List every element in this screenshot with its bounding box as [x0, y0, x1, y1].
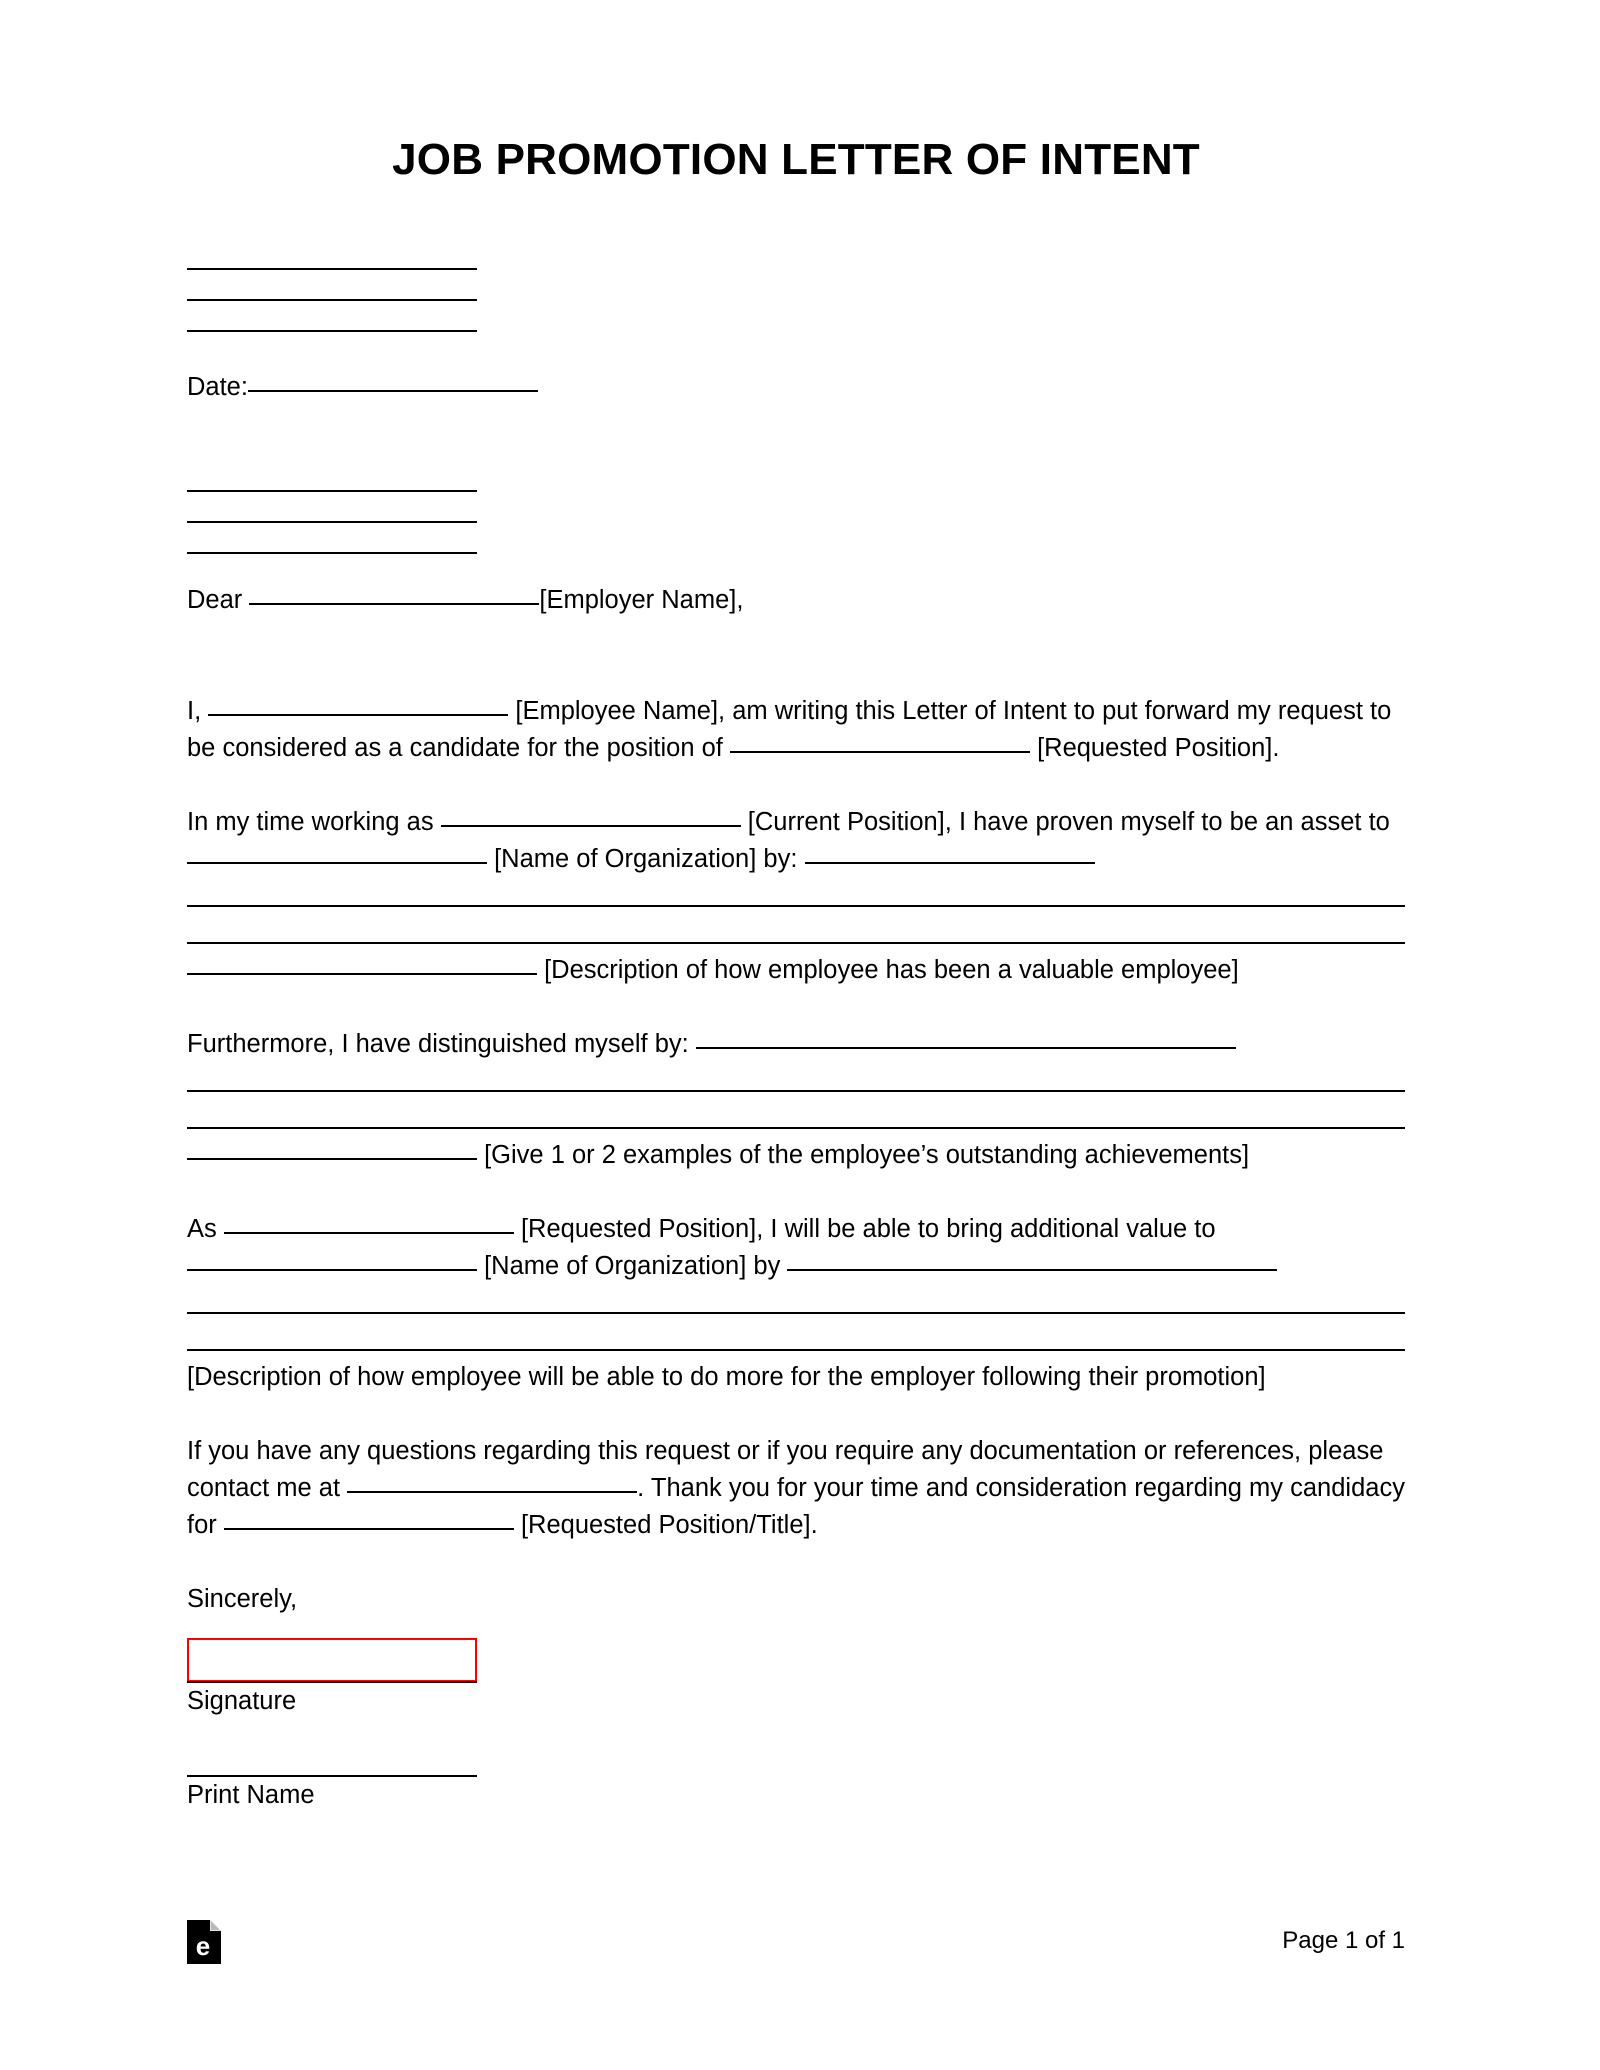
requested-position-blank-1[interactable]: [730, 751, 1030, 753]
sender-address-line-3[interactable]: [187, 301, 477, 332]
recipient-address-line-1[interactable]: [187, 461, 477, 492]
p1-p2-spacer: [187, 767, 1405, 804]
p2-seg1: In my time working as: [187, 808, 434, 837]
signature-input[interactable]: [187, 1638, 477, 1682]
recipient-address-line-2[interactable]: [187, 492, 477, 523]
p2-seg4: [Description of how employee has been a valuable employee]: [544, 956, 1239, 985]
p3-p4-spacer: [187, 1174, 1405, 1211]
address-date-spacer: [187, 332, 1405, 369]
p3-caption-line: [187, 1137, 1405, 1174]
p3-seg2: [Give 1 or 2 examples of the employee’s outstanding achievements]: [484, 1141, 1250, 1170]
p1-seg2: [Employee Name], am writing this Letter of Intent to put forward my request to be considered as a candidate for the position of: [187, 697, 1392, 763]
date-input-blank[interactable]: [248, 390, 538, 392]
sender-address-line-2[interactable]: [187, 270, 477, 301]
recipient-address-line-3[interactable]: [187, 523, 477, 554]
p1-seg3: [Requested Position].: [1037, 734, 1280, 763]
requested-position-blank-2[interactable]: [224, 1232, 514, 1234]
closing-signature-spacer: [187, 1618, 1405, 1638]
sender-address-line-1[interactable]: [187, 239, 477, 270]
date-line: [187, 369, 1405, 406]
p2-caption-line: [187, 952, 1405, 989]
employer-name-blank[interactable]: [249, 603, 539, 605]
valuable-employee-blank-2[interactable]: [187, 878, 1405, 915]
p5-closing-spacer: [187, 1544, 1405, 1581]
salutation-suffix: [Employer Name],: [539, 586, 744, 615]
p5-seg1: If you have any questions regarding this request or if you require any documentation or references, please contact me at: [187, 1437, 1384, 1503]
title-spacer: [187, 184, 1405, 239]
p4-seg1: As: [187, 1215, 217, 1244]
salutation-prefix: Dear: [187, 586, 243, 615]
distinguished-blank-1[interactable]: [696, 1047, 1236, 1049]
date-recipient-spacer: [187, 406, 1405, 461]
paragraph-intent: [187, 693, 1405, 767]
page-indicator: Page 1 of 1: [1282, 1927, 1405, 1954]
valuable-employee-blank-1[interactable]: [805, 862, 1095, 864]
sender-address-block: [187, 239, 1405, 332]
closing-line: Sincerely,: [187, 1585, 298, 1614]
organization-name-blank-2[interactable]: [187, 1269, 477, 1271]
paragraph-additional-value: [187, 1211, 1405, 1285]
current-position-blank[interactable]: [441, 825, 741, 827]
additional-value-blank-2[interactable]: [187, 1285, 1405, 1322]
p4-seg3: [Name of Organization] by: [484, 1252, 781, 1281]
salutation-body-spacer: [187, 619, 1405, 693]
distinguished-blank-2[interactable]: [187, 1063, 1405, 1100]
salutation-line: [187, 582, 1405, 619]
distinguished-blank-4[interactable]: [187, 1158, 477, 1160]
date-label: Date:: [187, 373, 248, 402]
p5-seg2: . Thank you for your time and consideration regarding my candidacy for: [187, 1474, 1405, 1540]
paragraph-closing-request: [187, 1433, 1405, 1544]
print-name-label: Print Name: [187, 1781, 315, 1810]
eforms-logo-icon[interactable]: [187, 1920, 221, 1964]
p2-seg2: [Current Position], I have proven myself to be an asset to: [747, 808, 1390, 837]
additional-value-blank-3[interactable]: [187, 1322, 1405, 1359]
document-body: [187, 0, 1405, 1814]
requested-position-blank-3[interactable]: [224, 1528, 514, 1530]
contact-info-blank[interactable]: [347, 1491, 637, 1493]
distinguished-blank-3[interactable]: [187, 1100, 1405, 1137]
page-title: JOB PROMOTION LETTER OF INTENT: [392, 135, 1200, 184]
p4-seg4: [Description of how employee will be able to do more for the employer following their promotion]: [187, 1363, 1266, 1392]
page-footer: [187, 1920, 1405, 1990]
paragraph-asset: [187, 804, 1405, 878]
p3-seg1: Furthermore, I have distinguished myself by:: [187, 1030, 689, 1059]
svg-text:e: e: [195, 1931, 211, 1961]
p4-p5-spacer: [187, 1396, 1405, 1433]
p4-seg2: [Requested Position], I will be able to bring additional value to: [520, 1215, 1216, 1244]
employee-name-blank[interactable]: [208, 714, 508, 716]
additional-value-blank-1[interactable]: [787, 1269, 1277, 1271]
p2-seg3: [Name of Organization] by:: [494, 845, 798, 874]
signature-printname-spacer: [187, 1720, 1405, 1775]
organization-name-blank-1[interactable]: [187, 862, 487, 864]
recipient-address-block: [187, 461, 1405, 554]
signature-label: Signature: [187, 1687, 297, 1716]
signature-block: [187, 1638, 477, 1683]
signature-underline: [187, 1681, 477, 1683]
recipient-salutation-spacer: [187, 554, 1405, 582]
valuable-employee-blank-4[interactable]: [187, 973, 537, 975]
p1-seg1: I,: [187, 697, 202, 726]
p5-seg3: [Requested Position/Title].: [520, 1511, 818, 1540]
valuable-employee-blank-3[interactable]: [187, 915, 1405, 952]
p2-p3-spacer: [187, 989, 1405, 1026]
paragraph-distinguished: [187, 1026, 1405, 1063]
p4-caption-line: [187, 1359, 1405, 1396]
